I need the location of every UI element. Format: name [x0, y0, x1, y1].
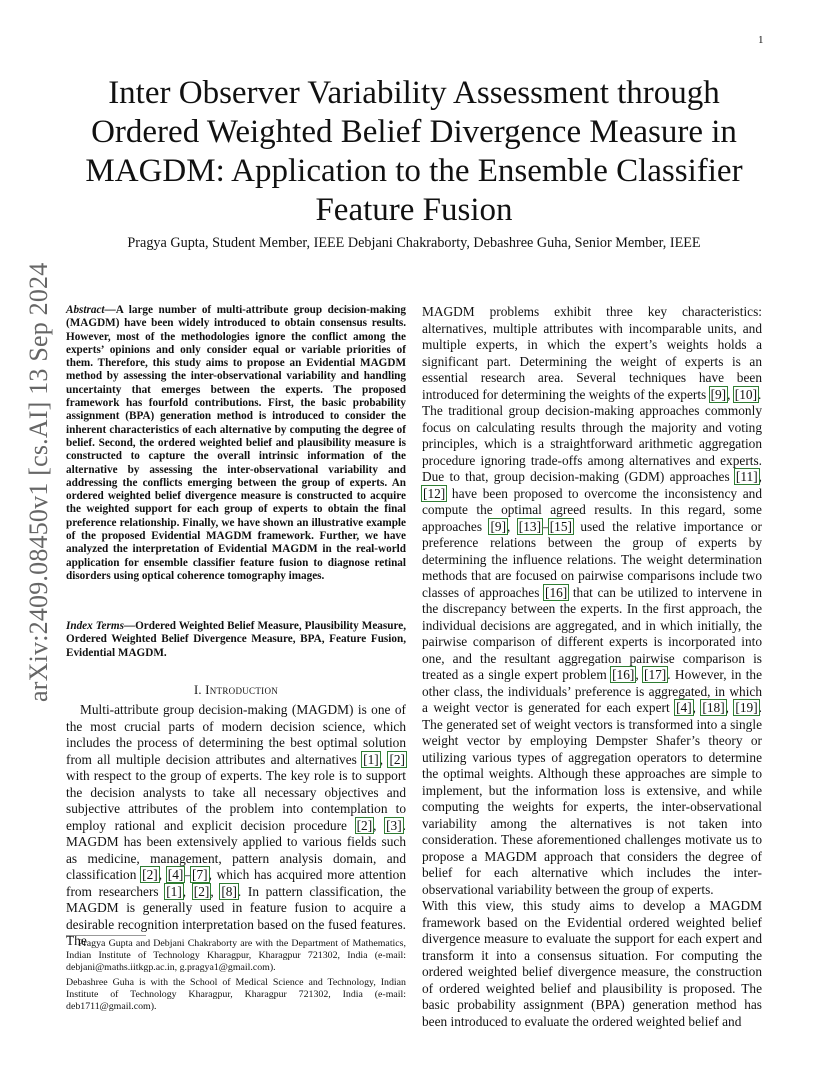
abstract-text: —A large number of multi-attribute group decision-making (MAGDM) have been widely introduced to obtain consensus results. However, most of the methodologies ignore the conflict among the experts’ opinions and only consider equal or variable priorities of them. Therefore, this study aims to propose an Evidential MAGDM method by assessing the inter-observational variability and handling uncertainty that emerges between the experts. The proposed framework has fourfold contributions. First, the basic probability assignment (BPA) generation method is introduced to consider the inherent characteristics of each alternative by computing the degree of belief. Second, the ordered weighted belief and plausibility measure is constructed to capture the overall intrinsic information of the alternative by assessing the inter-observational variability and addressing the conflicts emerging between the group of experts. An ordered weighted belief divergence measure is constructed to acquire the weighted support for each group of experts to obtain the final preference relationship. Finally, we have shown an illustrative example of the proposed Evidential MAGDM framework. Further, we have analyzed the interpretation of Evidential MAGDM in the real-world application for ensemble classifier feature fusion to diagnose retinal disorders using optical coherence tomography images. [66, 304, 406, 582]
paragraph-text: , [210, 883, 221, 899]
index-terms [66, 620, 406, 660]
right-column-text [422, 304, 762, 1030]
section-title: Introduction [205, 683, 279, 697]
paragraph-text: . MAGDM has been extensively applied to various fields such as medicine, management, pattern analysis domain, and classification [66, 817, 406, 882]
citation-link[interactable]: [1] [166, 883, 182, 899]
paragraph-text: . In pattern classification, the MAGDM is generally used in feature fusion to acquire a desirable recognition interpretation based on the fused features. The [66, 883, 406, 948]
abstract [66, 304, 406, 583]
citation-link[interactable]: [16] [545, 584, 568, 600]
footnote-divider [66, 935, 146, 936]
arxiv-stamp: arXiv:2409.08450v1 [cs.AI] 13 Sep 2024 [24, 262, 53, 702]
citation-link[interactable]: [9] [490, 518, 507, 534]
paragraph-text: with respect to the group of experts. The key role is to support the decision analysts to take all necessary objectives and subjective attributes of the problem into contemplation to employ rational and explicit decision procedure [66, 768, 406, 833]
paragraph-text: , [182, 883, 193, 899]
section-number: I. [193, 683, 202, 697]
paragraph-text: have been proposed to overcome the inconsistency and compute the optimal agreed results. In this regard, some approaches [422, 485, 762, 534]
paragraph-text: , [507, 518, 518, 534]
paragraph-text: . However, in the other class, the individuals’ preference is aggregated, in which a weight vector is generated for each expert [422, 667, 763, 715]
paragraph-text: . [758, 386, 762, 402]
citation-link[interactable]: [9] [710, 386, 727, 402]
citation-link[interactable]: [19] [735, 700, 758, 715]
footnotes [66, 938, 406, 1015]
footnote-affiliation-2: Debashree Guha is with the School of Medical Science and Technology, Indian Institute of Technology Kharagpur, Kharagpur 721302, India (e-mail: deb1711@gmail.com). [66, 976, 406, 1013]
citation-link[interactable]: [8] [221, 883, 237, 899]
paragraph-text: , [692, 700, 702, 715]
citation-link[interactable]: [12] [423, 485, 446, 501]
citation-link[interactable]: [10] [734, 386, 758, 402]
citation-link[interactable]: [2] [193, 883, 210, 899]
citation-link[interactable]: [16] [612, 667, 635, 682]
paragraph-text: , [379, 751, 389, 767]
citation-link[interactable]: [18] [702, 700, 725, 715]
right-paragraph-1 [422, 304, 762, 403]
paragraph-text: Multi-attribute group decision-making (MAGDM) is one of the most crucial parts of modern decision science, which includes the process of determining the best optimal solution from all multiple decision attributes and alternatives [66, 702, 406, 767]
footnote-affiliation-1: Pragya Gupta and Debjani Chakraborty are with the Department of Mathematics, Indian Institute of Technology Kharagpur, Kharagpur 721302, India (e-mail: debjani@maths.iitkgp.ac.in, g.pragya1@gmail.com). [66, 938, 406, 974]
paragraph-text: MAGDM problems exhibit three key characteristics: alternatives, multiple attributes with incomparable units, and multiple experts, in which the expert’s weights holds a significant part. Determining the weight of experts is an essential research area. Several techniques have been introduced for determining the weights of the experts [422, 304, 762, 402]
index-terms-label: Index Terms [66, 620, 124, 632]
intro-text [66, 702, 406, 950]
paragraph-text: – [184, 867, 192, 882]
index-terms-text: —Ordered Weighted Belief Measure, Plausibility Measure, Ordered Weighted Belief Divergence Measure, BPA, Feature Fusion, Evidential MAGDM. [66, 620, 406, 659]
paragraph-text: . The generated set of weight vectors is transformed into a single weight vector by employing Dempster Shafer’s theory or utilizing various types of aggregation operators to determine the optimal weights. Although these approaches are simple to implement, but the information loss is extensive, and while computing the weights for experts, the inter-observational variability among the alternatives is not taken into consideration. These aforementioned challenges motivate us to propose a MAGDM approach that considers the degree of belief for each alternative which includes the inter-observational variability between the group of experts. [422, 700, 762, 897]
citation-link[interactable]: [15] [549, 518, 572, 534]
section-heading [66, 683, 406, 698]
paragraph-text: , [158, 867, 167, 882]
citation-link[interactable]: [2] [356, 817, 373, 833]
paragraph-text: , [373, 817, 386, 833]
citation-link[interactable]: [4] [167, 867, 184, 882]
citation-link[interactable]: [2] [142, 867, 158, 882]
paragraph-text: The traditional group decision-making approaches commonly focus on calculating results through the majority and voting principles, which is a straightforward arithmetic aggregation procedure ignoring trade-offs among alternatives and experts. Due to that, group decision-making (GDM) approaches [422, 403, 762, 484]
abstract-label: Abstract [66, 304, 105, 316]
paragraph-text: – [542, 518, 549, 534]
paper-title: Inter Observer Variability Assessment through Ordered Weighted Belief Divergence Measure in MAGDM: Application to the Ensemble Classifier Feature Fusion [85, 75, 743, 228]
citation-link[interactable]: [17] [644, 667, 667, 682]
paragraph-text: , [758, 469, 762, 484]
intro-paragraph [66, 702, 406, 950]
paragraph-text: , [727, 386, 734, 402]
paragraph-text: , [635, 667, 644, 682]
paragraph-text: used the relative importance or preference relations between the group of experts by determining the influence relations. The weight determination methods that are focused on pairwise comparisons include two classes of approaches [422, 518, 762, 600]
page-number: 1 [758, 34, 764, 46]
citation-link[interactable]: [13] [518, 518, 542, 534]
paragraph-text: , which has acquired more attention from researchers [66, 867, 406, 899]
right-paragraph-3: With this view, this study aims to develop a MAGDM framework based on the Evidential ordered weighted belief divergence measure to evaluate the support for each expert and transform it into a consensus situation. For computing the ordered weighted belief divergence measure, the construction of ordered weighted belief and plausibility is proposed. The basic probability assignment (BPA) generation method has been introduced to evaluate the ordered weighted belief and [422, 898, 762, 1029]
citation-link[interactable]: [11] [735, 469, 758, 484]
citation-link[interactable]: [4] [676, 700, 692, 715]
citation-link[interactable]: [1] [363, 751, 379, 767]
paragraph-text: that can be utilized to intervene in the discrepancy between the experts. In the first approach, the individual decisions are aggregated, and in which initially, the pairwise comparison of different experts is incorporated into one, and the resultant aggregation pairwise comparison is treated as a single expert problem [422, 584, 762, 682]
author-list: Pragya Gupta, Student Member, IEEE Debjani Chakraborty, Debashree Guha, Senior Member, IEEE [127, 235, 701, 251]
citation-link[interactable]: [2] [389, 751, 405, 767]
right-paragraph-2 [422, 403, 762, 898]
citation-link[interactable]: [7] [192, 867, 208, 882]
paragraph-text: , [725, 700, 735, 715]
citation-link[interactable]: [3] [386, 817, 402, 833]
